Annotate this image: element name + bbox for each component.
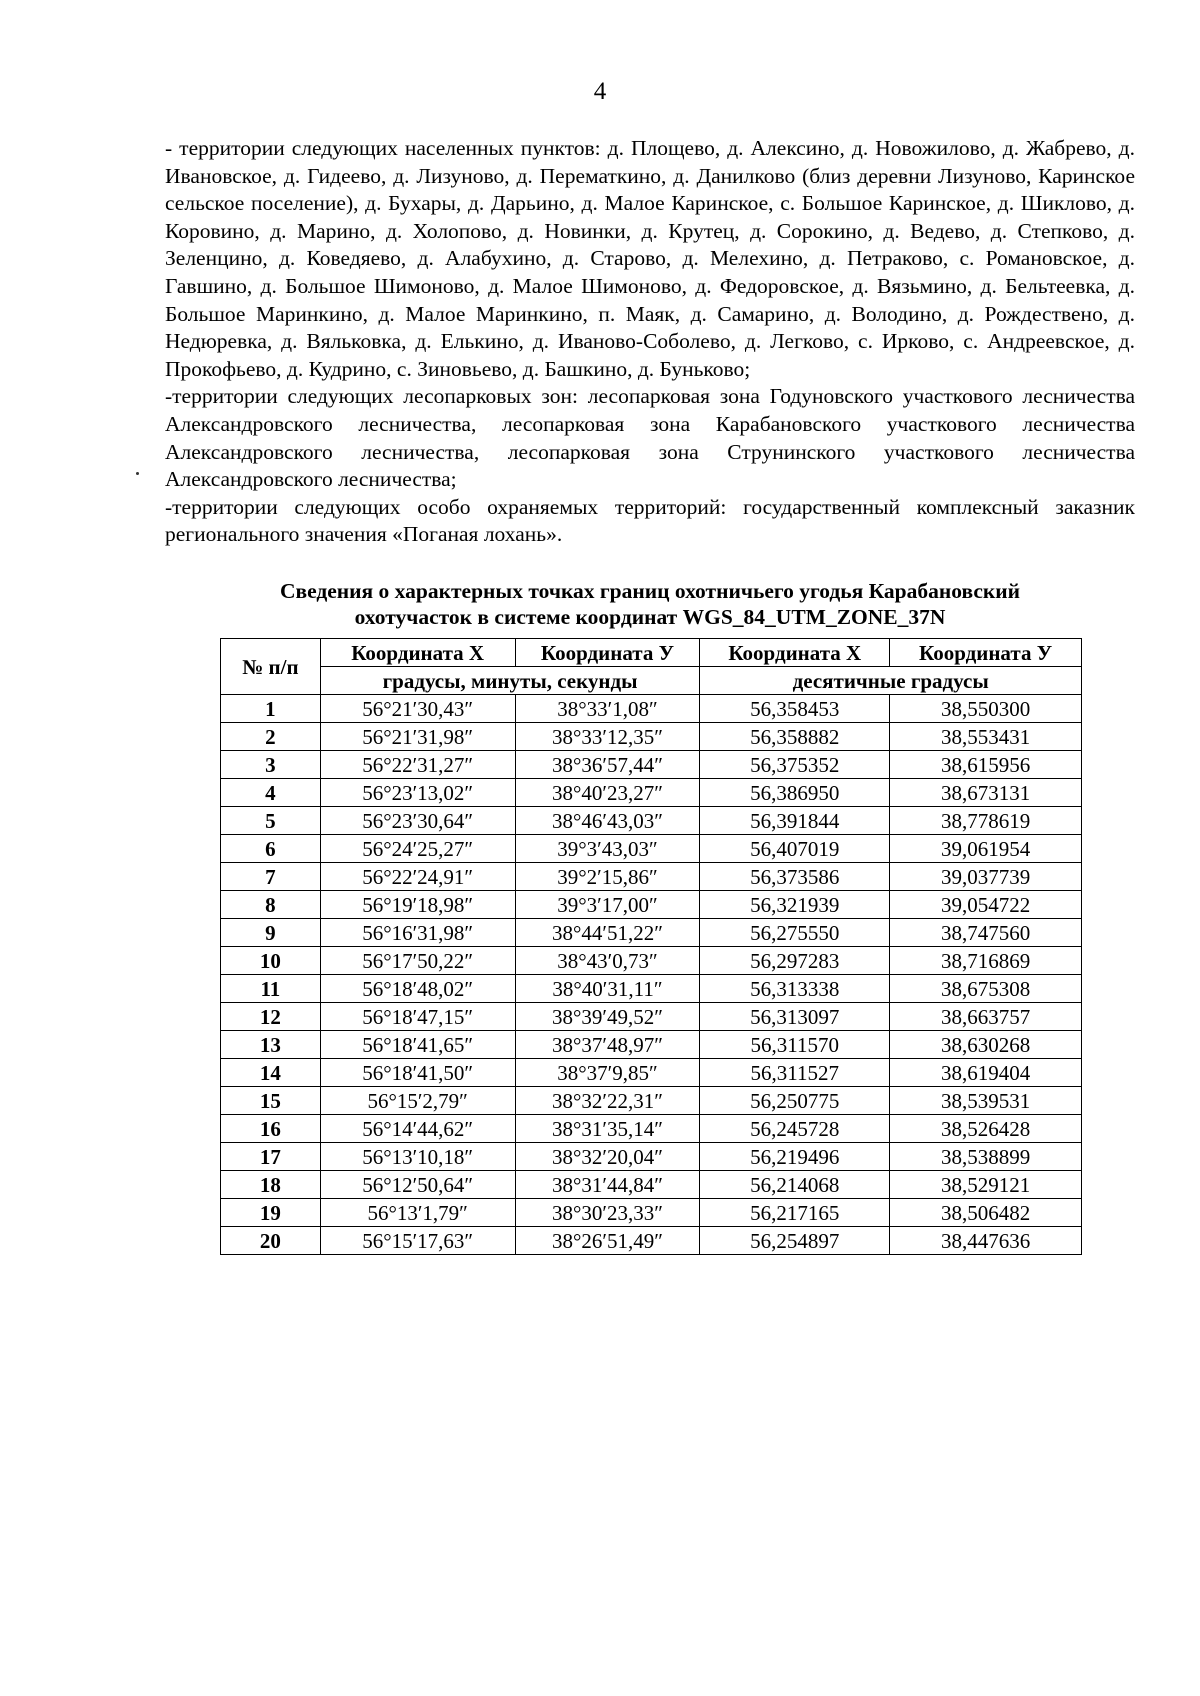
point-number: 8 xyxy=(221,891,321,919)
x-dms-cell: 56°22′24,91″ xyxy=(320,863,515,891)
table-row xyxy=(221,919,1082,947)
y-dms-cell: 38°40′23,27″ xyxy=(515,779,700,807)
table-title xyxy=(165,578,1135,630)
x-dec-cell: 56,375352 xyxy=(700,751,890,779)
table-body xyxy=(221,695,1082,1255)
point-number: 17 xyxy=(221,1143,321,1171)
table-title-line-2: охотучасток в системе координат WGS_84_UTM_ZONE_37N xyxy=(354,605,946,629)
y-dec-cell: 38,447636 xyxy=(890,1227,1082,1255)
header-dms-unit: градусы, минуты, секунды xyxy=(320,667,700,695)
x-dec-cell: 56,275550 xyxy=(700,919,890,947)
point-number: 20 xyxy=(221,1227,321,1255)
x-dms-cell: 56°15′17,63″ xyxy=(320,1227,515,1255)
paragraph-settlements: - территории следующих населенных пунктов: д. Площево, д. Алексино, д. Новожилово, д. Жабрево, д. Ивановское, д. Гидеево, д. Лизуново, д. Перематкино, д. Данилково (близ деревни Лизуново, Каринское сельское поселение), д. Бухары, д. Дарьино, д. Малое Каринское, с. Большое Каринское, д. Шиклово, д. Коровино, д. Марино, д. Холопово, д. Новинки, д. Крутец, д. Сорокино, д. Ведево, д. Степково, д. Зеленцино, д. Коведяево, д. Алабухино, д. Старово, д. Мелехино, д. Петраково, с. Романовское, д. Гавшино, д. Большое Шимоново, д. Малое Шимоново, д. Федоровское, д. Вязьмино, д. Бельтеевка, д. Большое Маринкино, д. Малое Маринкино, п. Маяк, д. Самарино, д. Володино, д. Рождествено, д. Недюревка, д. Вяльковка, д. Елькино, д. Иваново-Соболево, д. Легково, с. Ирково, с. Андреевское, д. Прокофьево, д. Кудрино, с. Зиновьево, д. Башкино, д. Буньково; xyxy=(165,136,1135,381)
y-dms-cell: 38°43′0,73″ xyxy=(515,947,700,975)
point-number: 10 xyxy=(221,947,321,975)
x-dec-cell: 56,214068 xyxy=(700,1171,890,1199)
header-x-dms: Координата X xyxy=(320,639,515,667)
x-dms-cell: 56°21′31,98″ xyxy=(320,723,515,751)
y-dec-cell: 38,526428 xyxy=(890,1115,1082,1143)
table-row xyxy=(221,1115,1082,1143)
x-dec-cell: 56,254897 xyxy=(700,1227,890,1255)
x-dec-cell: 56,386950 xyxy=(700,779,890,807)
paragraph-protected-areas: -территории следующих особо охраняемых территорий: государственный комплексный заказник регионального значения «Поганая лохань». xyxy=(165,494,1135,547)
y-dec-cell: 39,054722 xyxy=(890,891,1082,919)
point-number: 16 xyxy=(221,1115,321,1143)
y-dms-cell: 39°3′17,00″ xyxy=(515,891,700,919)
x-dms-cell: 56°23′30,64″ xyxy=(320,807,515,835)
x-dec-cell: 56,245728 xyxy=(700,1115,890,1143)
y-dms-cell: 38°31′35,14″ xyxy=(515,1115,700,1143)
table-row xyxy=(221,751,1082,779)
y-dec-cell: 39,061954 xyxy=(890,835,1082,863)
table-row xyxy=(221,1199,1082,1227)
x-dms-cell: 56°16′31,98″ xyxy=(320,919,515,947)
x-dms-cell: 56°12′50,64″ xyxy=(320,1171,515,1199)
x-dms-cell: 56°13′1,79″ xyxy=(320,1199,515,1227)
y-dms-cell: 38°26′51,49″ xyxy=(515,1227,700,1255)
header-num: № п/п xyxy=(221,639,321,695)
x-dec-cell: 56,358453 xyxy=(700,695,890,723)
point-number: 11 xyxy=(221,975,321,1003)
table-row xyxy=(221,1227,1082,1255)
table-subheader-row xyxy=(221,667,1082,695)
y-dec-cell: 39,037739 xyxy=(890,863,1082,891)
body-text xyxy=(165,135,1135,549)
x-dec-cell: 56,373586 xyxy=(700,863,890,891)
page-number: 4 xyxy=(593,78,607,105)
point-number: 5 xyxy=(221,807,321,835)
point-number: 2 xyxy=(221,723,321,751)
y-dms-cell: 38°32′22,31″ xyxy=(515,1087,700,1115)
point-number: 18 xyxy=(221,1171,321,1199)
paragraph-forest-park-zones: -территории следующих лесопарковых зон: лесопарковая зона Годуновского участкового лесничества Александровского лесничества, лесопарковая зона Карабановского участкового лесничества Александровского лесничества, лесопарковая зона Струнинского участкового лесничества Александровского лесничества; xyxy=(165,384,1135,492)
y-dms-cell: 38°31′44,84″ xyxy=(515,1171,700,1199)
point-number: 13 xyxy=(221,1031,321,1059)
table-row xyxy=(221,975,1082,1003)
x-dms-cell: 56°15′2,79″ xyxy=(320,1087,515,1115)
y-dec-cell: 38,553431 xyxy=(890,723,1082,751)
y-dms-cell: 39°2′15,86″ xyxy=(515,863,700,891)
x-dms-cell: 56°19′18,98″ xyxy=(320,891,515,919)
header-y-dms: Координата У xyxy=(515,639,700,667)
x-dms-cell: 56°13′10,18″ xyxy=(320,1143,515,1171)
x-dms-cell: 56°22′31,27″ xyxy=(320,751,515,779)
point-number: 14 xyxy=(221,1059,321,1087)
table-row xyxy=(221,723,1082,751)
point-number: 4 xyxy=(221,779,321,807)
point-number: 9 xyxy=(221,919,321,947)
point-number: 15 xyxy=(221,1087,321,1115)
y-dec-cell: 38,529121 xyxy=(890,1171,1082,1199)
y-dec-cell: 38,619404 xyxy=(890,1059,1082,1087)
margin-speck xyxy=(136,472,139,475)
table-row xyxy=(221,863,1082,891)
table-row xyxy=(221,1059,1082,1087)
x-dms-cell: 56°23′13,02″ xyxy=(320,779,515,807)
point-number: 1 xyxy=(221,695,321,723)
x-dms-cell: 56°18′41,50″ xyxy=(320,1059,515,1087)
x-dec-cell: 56,313338 xyxy=(700,975,890,1003)
y-dec-cell: 38,747560 xyxy=(890,919,1082,947)
x-dec-cell: 56,219496 xyxy=(700,1143,890,1171)
y-dec-cell: 38,538899 xyxy=(890,1143,1082,1171)
y-dec-cell: 38,630268 xyxy=(890,1031,1082,1059)
y-dec-cell: 38,716869 xyxy=(890,947,1082,975)
table-title-line-1: Сведения о характерных точках границ охотничьего угодья Карабановский xyxy=(279,579,1021,603)
x-dms-cell: 56°18′47,15″ xyxy=(320,1003,515,1031)
x-dec-cell: 56,358882 xyxy=(700,723,890,751)
x-dms-cell: 56°21′30,43″ xyxy=(320,695,515,723)
x-dec-cell: 56,407019 xyxy=(700,835,890,863)
x-dec-cell: 56,321939 xyxy=(700,891,890,919)
table-row xyxy=(221,891,1082,919)
table-row xyxy=(221,1031,1082,1059)
table-row xyxy=(221,1143,1082,1171)
x-dms-cell: 56°18′48,02″ xyxy=(320,975,515,1003)
table-row xyxy=(221,695,1082,723)
y-dms-cell: 38°39′49,52″ xyxy=(515,1003,700,1031)
y-dms-cell: 38°37′9,85″ xyxy=(515,1059,700,1087)
y-dec-cell: 38,550300 xyxy=(890,695,1082,723)
y-dec-cell: 38,615956 xyxy=(890,751,1082,779)
point-number: 12 xyxy=(221,1003,321,1031)
point-number: 3 xyxy=(221,751,321,779)
y-dms-cell: 38°36′57,44″ xyxy=(515,751,700,779)
table-header-row xyxy=(221,639,1082,667)
x-dec-cell: 56,297283 xyxy=(700,947,890,975)
table-row xyxy=(221,835,1082,863)
header-y-dec: Координата У xyxy=(890,639,1082,667)
x-dms-cell: 56°24′25,27″ xyxy=(320,835,515,863)
y-dms-cell: 38°37′48,97″ xyxy=(515,1031,700,1059)
table-row xyxy=(221,947,1082,975)
y-dms-cell: 38°30′23,33″ xyxy=(515,1199,700,1227)
y-dms-cell: 38°40′31,11″ xyxy=(515,975,700,1003)
y-dec-cell: 38,663757 xyxy=(890,1003,1082,1031)
x-dec-cell: 56,391844 xyxy=(700,807,890,835)
y-dms-cell: 39°3′43,03″ xyxy=(515,835,700,863)
x-dms-cell: 56°18′41,65″ xyxy=(320,1031,515,1059)
x-dec-cell: 56,217165 xyxy=(700,1199,890,1227)
x-dec-cell: 56,313097 xyxy=(700,1003,890,1031)
y-dec-cell: 38,675308 xyxy=(890,975,1082,1003)
y-dec-cell: 38,506482 xyxy=(890,1199,1082,1227)
table-row xyxy=(221,807,1082,835)
table-row xyxy=(221,1003,1082,1031)
y-dec-cell: 38,539531 xyxy=(890,1087,1082,1115)
x-dec-cell: 56,311527 xyxy=(700,1059,890,1087)
x-dms-cell: 56°14′44,62″ xyxy=(320,1115,515,1143)
x-dms-cell: 56°17′50,22″ xyxy=(320,947,515,975)
y-dms-cell: 38°33′12,35″ xyxy=(515,723,700,751)
x-dec-cell: 56,250775 xyxy=(700,1087,890,1115)
y-dec-cell: 38,673131 xyxy=(890,779,1082,807)
point-number: 7 xyxy=(221,863,321,891)
y-dec-cell: 38,778619 xyxy=(890,807,1082,835)
x-dec-cell: 56,311570 xyxy=(700,1031,890,1059)
y-dms-cell: 38°44′51,22″ xyxy=(515,919,700,947)
table-row xyxy=(221,1087,1082,1115)
header-dec-unit: десятичные градусы xyxy=(700,667,1082,695)
y-dms-cell: 38°46′43,03″ xyxy=(515,807,700,835)
table-row xyxy=(221,779,1082,807)
point-number: 6 xyxy=(221,835,321,863)
point-number: 19 xyxy=(221,1199,321,1227)
header-x-dec: Координата X xyxy=(700,639,890,667)
y-dms-cell: 38°33′1,08″ xyxy=(515,695,700,723)
table-row xyxy=(221,1171,1082,1199)
y-dms-cell: 38°32′20,04″ xyxy=(515,1143,700,1171)
coordinates-table xyxy=(220,638,1082,1255)
